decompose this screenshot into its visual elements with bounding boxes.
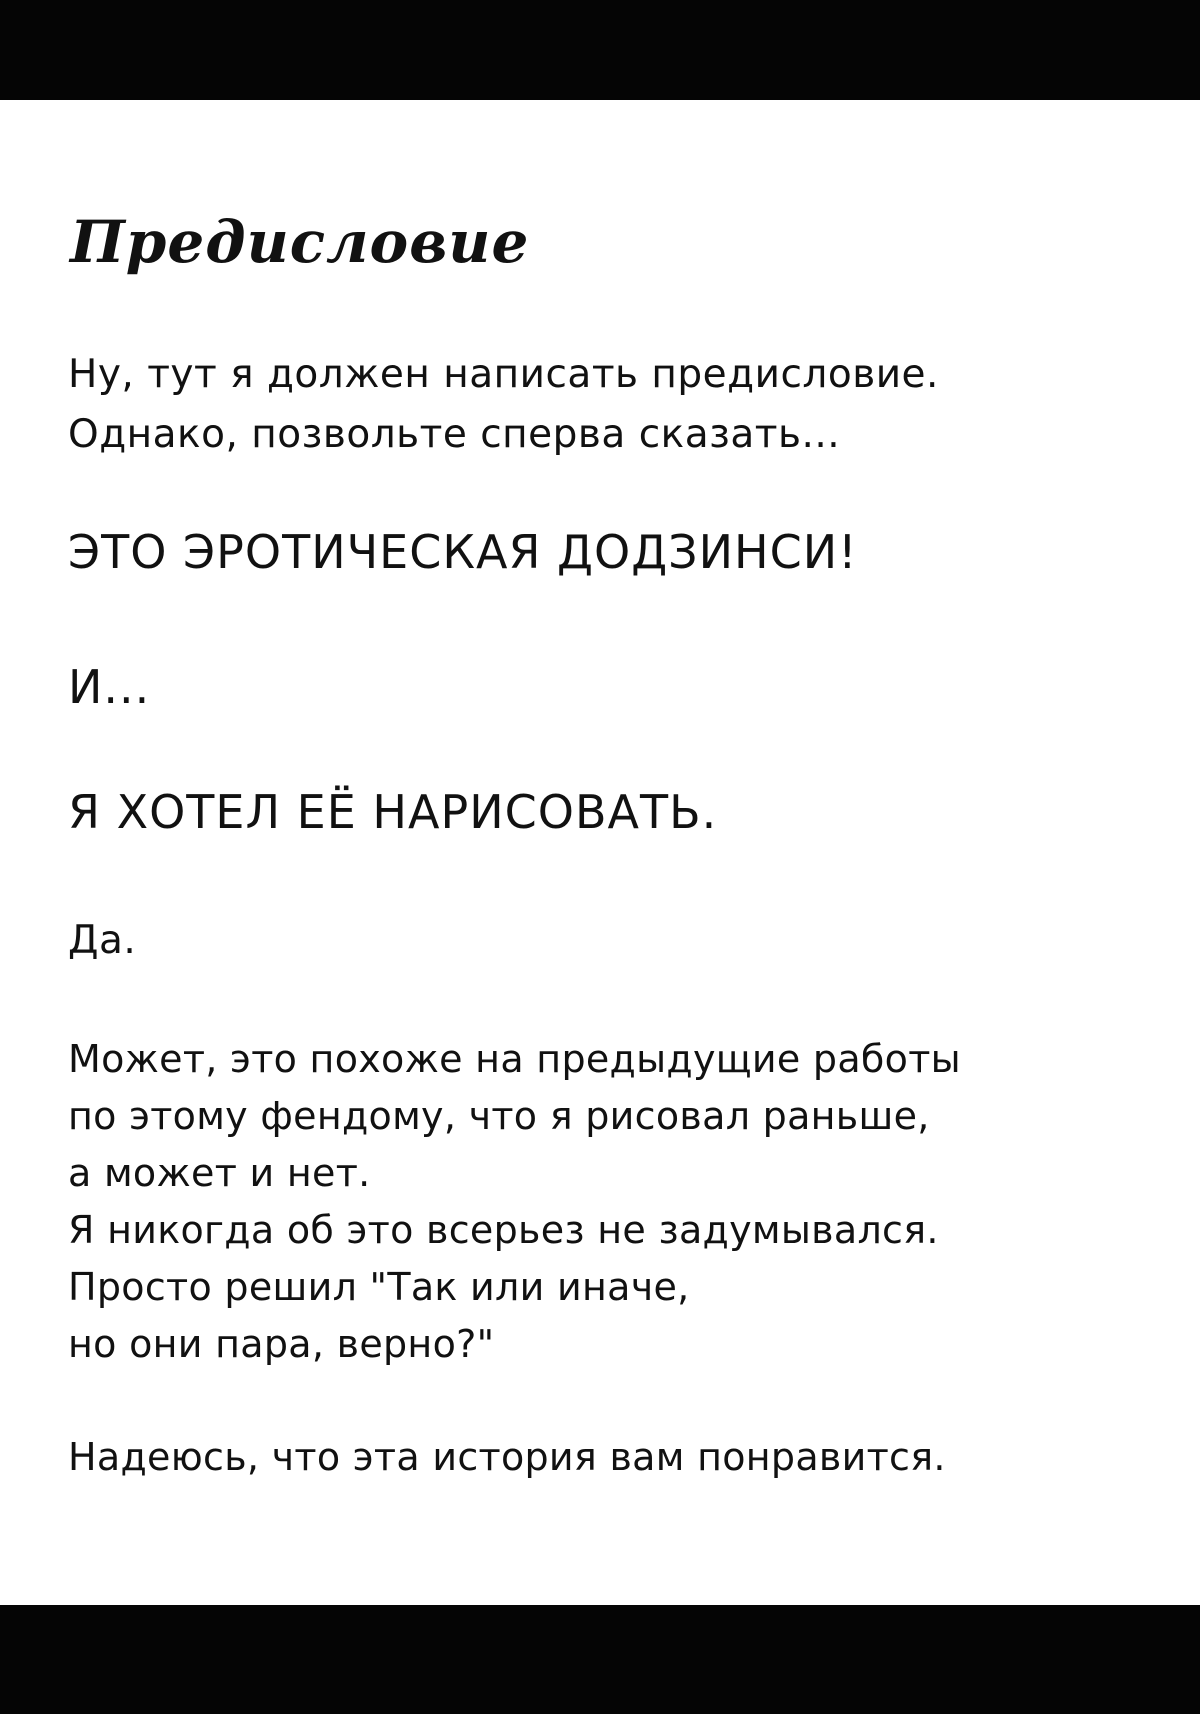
yes-line: Да. <box>68 918 137 963</box>
page-title: Предисловие <box>70 208 530 276</box>
intro-line-1: Ну, тут я должен написать предисловие. <box>68 352 939 397</box>
paragraph-line-6: но они пара, верно?" <box>68 1322 495 1366</box>
paragraph-line-5: Просто решил "Так или иначе, <box>68 1265 690 1309</box>
bottom-black-bar <box>0 1605 1200 1714</box>
paragraph-line-1: Может, это похоже на предыдущие работы <box>68 1037 961 1081</box>
closing-line: Надеюсь, что эта история вам понравится. <box>68 1435 946 1479</box>
and-ellipsis: И... <box>68 660 151 714</box>
top-black-bar <box>0 0 1200 100</box>
intro-line-2: Однако, позвольте сперва сказать... <box>68 412 841 457</box>
statement-erotic-doujinshi: ЭТО ЭРОТИЧЕСКАЯ ДОДЗИНСИ! <box>68 525 858 579</box>
statement-wanted-to-draw: Я ХОТЕЛ ЕЁ НАРИСОВАТЬ. <box>68 785 718 839</box>
paragraph-line-3: а может и нет. <box>68 1151 371 1195</box>
paragraph-line-2: по этому фендому, что я рисовал раньше, <box>68 1094 930 1138</box>
paragraph-line-4: Я никогда об это всерьез не задумывался. <box>68 1208 939 1252</box>
document-page <box>0 100 1200 1605</box>
